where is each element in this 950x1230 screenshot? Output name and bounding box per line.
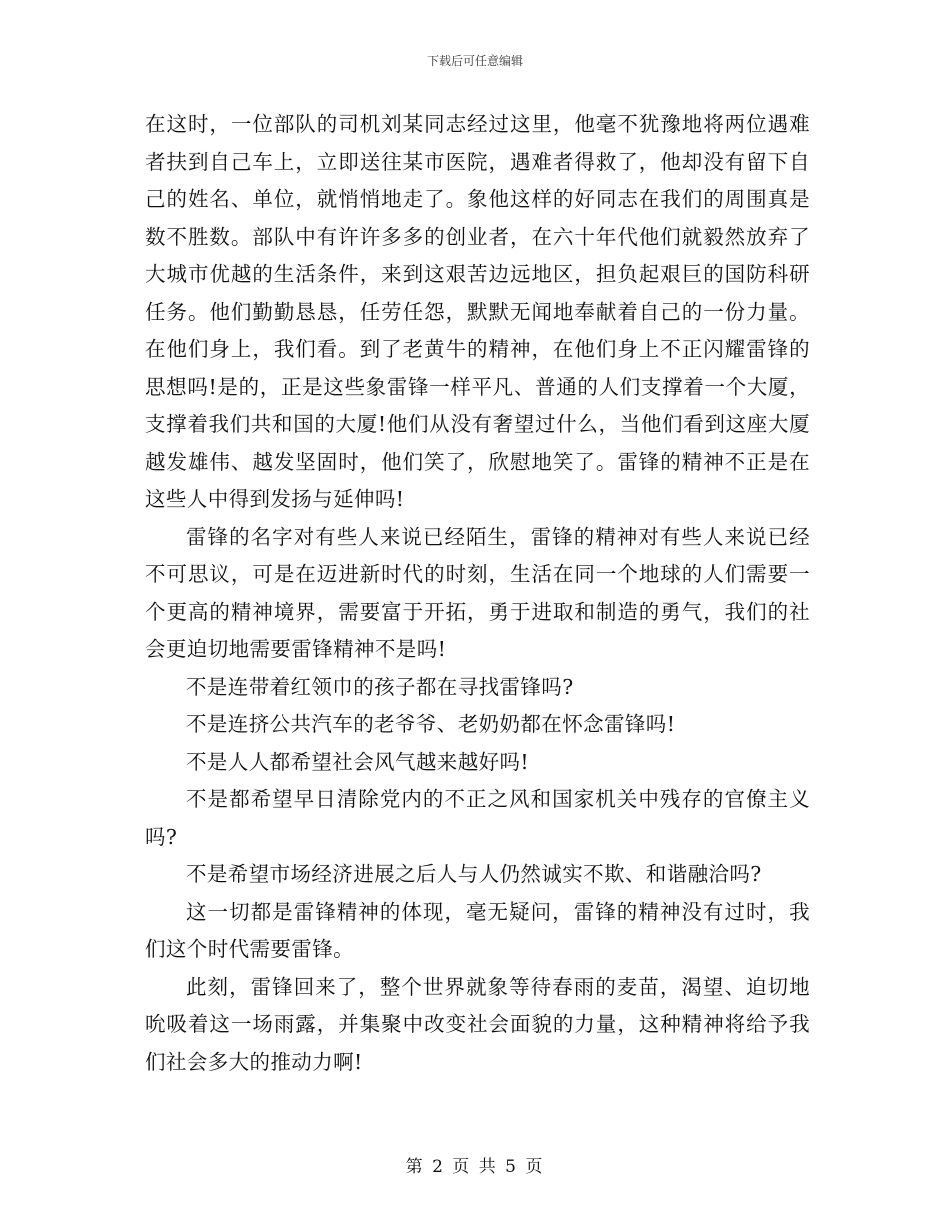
document-body (145, 106, 810, 1081)
paragraph-3: 不是连带着红领巾的孩子都在寻找雷锋吗? (186, 674, 574, 699)
paragraph-8: 这一切都是雷锋精神的体现，毫无疑问，雷锋的精神没有过时，我们这个时代需要雷锋。 (145, 899, 810, 961)
paragraph-7: 不是希望市场经济进展之后人与人仍然诚实不欺、和谐融洽吗? (186, 862, 762, 886)
paragraph-5: 不是人人都希望社会风气越来越好吗! (186, 749, 530, 774)
paragraph-2: 雷锋的名字对有些人来说已经陌生，雷锋的精神对有些人来说已经不可思议，可是在迈进新时代的时刻，生活在同一个地球的人们需要一个更高的精神境界，需要富于开拓，勇于进取和制造的勇气，我们的社会更迫切地需要雷锋精神不是吗! (145, 524, 810, 661)
page-header: 下载后可任意编辑 (426, 54, 523, 68)
paragraph-1: 在这时，一位部队的司机刘某同志经过这里，他毫不犹豫地将两位遇难者扶到自己车上，立即送往某市医院，遇难者得救了，他却没有留下自己的姓名、单位，就悄悄地走了。象他这样的好同志在我们的周围真是数不胜数。部队中有许许多多的创业者，在六十年代他们就毅然放弃了大城市优越的生活条件，来到这艰苦边远地区，担负起艰巨的国防科研任务。他们勤勤恳恳，任劳任怨，默默无闻地奉献着自己的一份力量。在他们身上，我们看。到了老黄牛的精神，在他们身上不正闪耀雷锋的思想吗!是的，正是这些象雷锋一样平凡、普通的人们支撑着一个大厦，支撑着我们共和国的大厦!他们从没有奢望过什么，当他们看到这座大厦越发雄伟、越发坚固时，他们笑了，欣慰地笑了。雷锋的精神不正是在这些人中得到发扬与延伸吗! (145, 112, 810, 511)
page-number-footer: 第 2 页 共 5 页 (405, 1157, 545, 1177)
paragraph-6: 不是都希望早日清除党内的不正之风和国家机关中残存的官僚主义吗? (145, 787, 810, 849)
paragraph-9: 此刻，雷锋回来了，整个世界就象等待春雨的麦苗，渴望、迫切地吮吸着这一场雨露，并集聚中改变社会面貌的力量，这种精神将给予我们社会多大的推动力啊! (145, 974, 810, 1074)
paragraph-4: 不是连挤公共汽车的老爷爷、老奶奶都在怀念雷锋吗! (186, 712, 676, 736)
